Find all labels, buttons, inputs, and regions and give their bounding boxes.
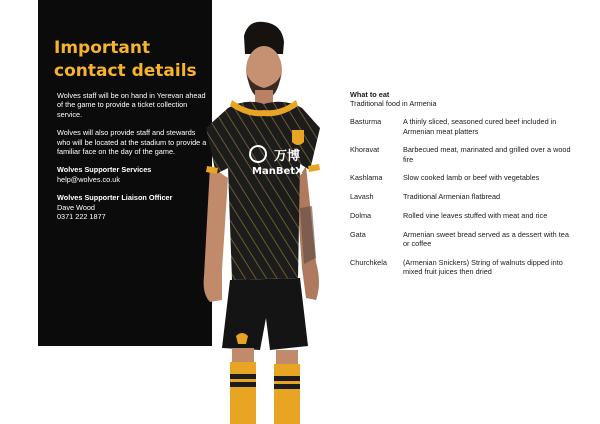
liaison-officer-phone[interactable]: 0371 222 1877 [57, 212, 106, 222]
sponsor-name: ManBetX [252, 166, 303, 177]
sponsor-logo-text: 万博 [274, 149, 301, 164]
contact-title-line1: Important [54, 38, 151, 58]
food-item-name: Khoravat [350, 145, 380, 155]
food-item-description: Barbecued meat, marinated and grilled over a wood fire [403, 145, 571, 164]
liaison-officer-block [57, 193, 207, 221]
stewards-paragraph: Wolves will also provide staff and stewards who will be located at the stadium to provide a familiar face on the day of the game. [57, 128, 207, 157]
food-item-name: Lavash [350, 192, 374, 202]
food-heading: What to eat [350, 90, 390, 99]
food-item-name: Churchkela [350, 257, 387, 267]
liaison-officer-label: Wolves Supporter Liaison Officer [57, 193, 173, 203]
food-item [350, 117, 590, 135]
liaison-officer-name: Dave Wood [57, 202, 95, 212]
food-item-description: A thinly sliced, seasoned cured beef included in Armenian meat platters [403, 117, 557, 136]
food-item [350, 211, 590, 220]
food-subheading: Traditional food in Armenia [350, 99, 437, 109]
food-item [350, 145, 590, 163]
food-section [350, 90, 590, 286]
food-item-name: Basturma [350, 117, 382, 127]
food-item [350, 258, 590, 276]
food-item-description: Traditional Armenian flatbread [403, 192, 501, 202]
supporter-services-block [57, 165, 207, 184]
ticket-collection-paragraph: Wolves staff will be on hand in Yerevan ahead of the game to provide a ticket collection service. [57, 91, 206, 119]
player-photo [188, 18, 338, 424]
food-item-description: Slow cooked lamb or beef with vegetables [403, 173, 540, 183]
food-item-name: Kashlama [350, 173, 383, 183]
contact-body [57, 91, 207, 230]
food-item-description: (Armenian Snickers) String of walnuts dipped into mixed fruit juices then dried [403, 257, 563, 276]
contact-title [54, 37, 204, 83]
supporter-services-label: Wolves Supporter Services [57, 165, 152, 175]
food-item [350, 230, 590, 248]
contact-title-line2: contact details [54, 61, 197, 81]
food-item [350, 192, 590, 201]
supporter-services-email[interactable]: help@wolves.co.uk [57, 174, 120, 184]
food-item-name: Dolma [350, 211, 372, 220]
food-item-description: Armenian sweet bread served as a dessert with tea or coffee [403, 229, 569, 248]
food-item [350, 173, 590, 182]
food-item-name: Gata [350, 229, 366, 239]
food-item-description: Rolled vine leaves stuffed with meat and rice [403, 211, 548, 220]
contact-panel [38, 0, 212, 346]
